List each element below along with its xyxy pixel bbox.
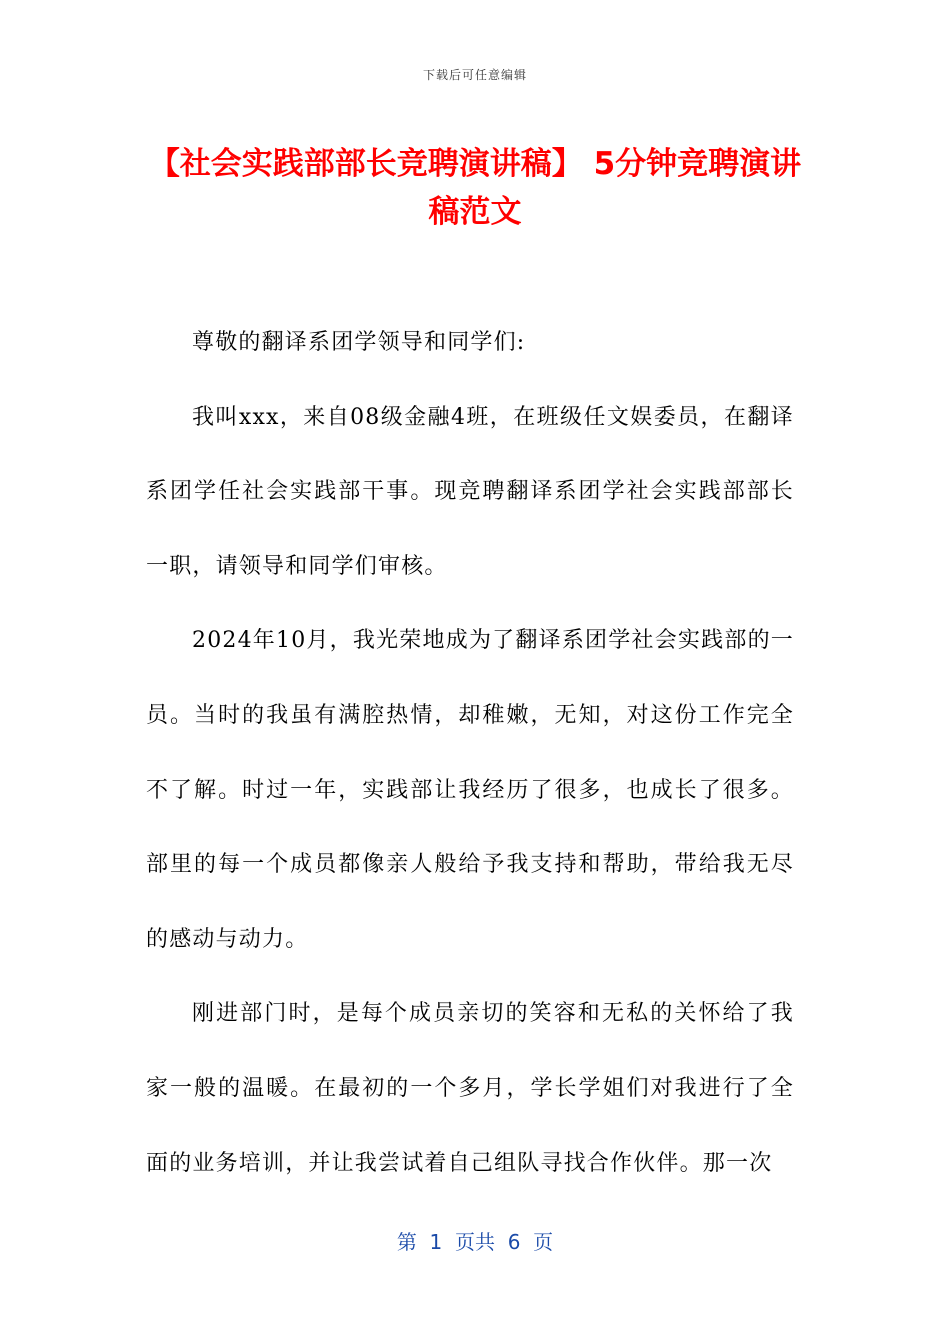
document-title: 【社会实践部部长竞聘演讲稿】 5分钟竞聘演讲稿范文 bbox=[148, 146, 802, 230]
page-header-note: 下载后可任意编辑 bbox=[422, 68, 527, 82]
page-number-label: 第 1 页共 6 页 bbox=[396, 1230, 554, 1254]
page-footer bbox=[0, 1226, 950, 1255]
paragraph-experience: 2024年10月，我光荣地成为了翻译系团学社会实践部的一员。当时的我虽有满腔热情，却稚嫩，无知，对这份工作完全不了解。时过一年，实践部让我经历了很多，也成长了很多。部里的每一个成员都像亲人般给予我支持和帮助，带给我无尽的感动与动力。 bbox=[146, 628, 794, 952]
document-body bbox=[146, 306, 794, 1201]
paragraph-first-days: 刚进部门时，是每个成员亲切的笑容和无私的关怀给了我家一般的温暖。在最初的一个多月，学长学姐们对我进行了全面的业务培训，并让我尝试着自己组队寻找合作伙伴。那一次 bbox=[146, 1001, 794, 1176]
paragraph-salutation: 尊敬的翻译系团学领导和同学们: bbox=[192, 330, 526, 355]
paragraph-introduction: 我叫xxx，来自08级金融4班，在班级任文娱委员，在翻译系团学任社会实践部干事。现竞聘翻译系团学社会实践部部长一职，请领导和同学们审核。 bbox=[146, 404, 794, 579]
